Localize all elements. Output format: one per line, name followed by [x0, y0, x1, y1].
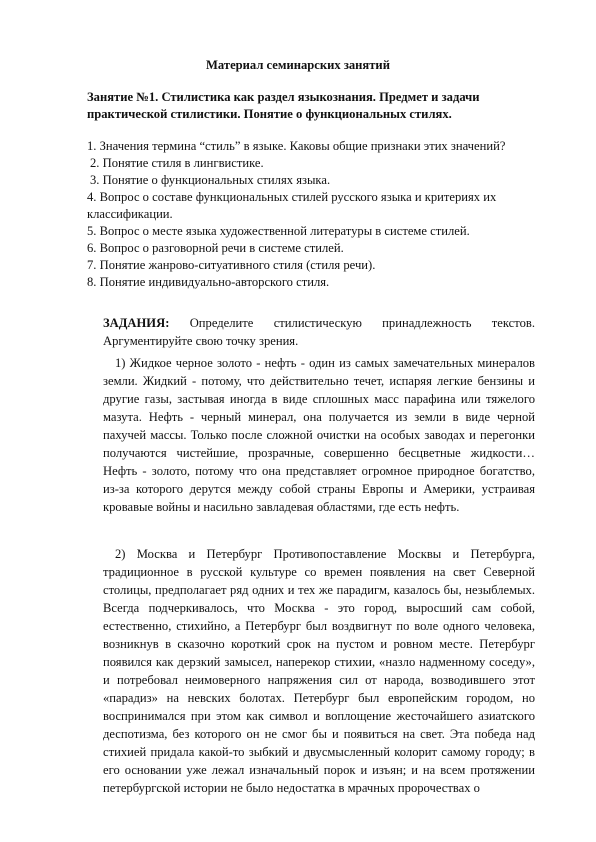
- question-list: [87, 138, 557, 291]
- question-item: 6. Вопрос о разговорной речи в системе стилей.: [87, 241, 344, 255]
- question-item: 3. Понятие о функциональных стилях языка.: [90, 173, 331, 187]
- document-title: Материал семинарских занятий: [206, 58, 390, 72]
- lesson-heading: Занятие №1. Стилистика как раздел языкознания. Предмет и задачи практической стилистики. Понятие о функциональных стилях.: [87, 90, 480, 121]
- question-item: 7. Понятие жанрово-ситуативного стиля (стиля речи).: [87, 258, 376, 272]
- text-sample-1: 1) Жидкое черное золото - нефть - один из самых замечательных минералов земли. Жидкий - потому, что действительно течет, испаряя легкие бензины и другие газы, застывая иногда в виде сплошных масс парафина или тяжелого мазута. Нефть - черный минерал, она получается из земли в виде черной пахучей массы. Только после сложной очистки на особых заводах и перегонки получаются чистейшие, прозрачные, совершенно бесцветные жидкости… Нефть - золото, потому что она представляет огромное природное богатство, из-за которого дерутся между собой страны Европы и Америки, устраивая кровавые войны и насильно завладевая областями, где есть нефть.: [103, 356, 535, 514]
- text-sample-2: 2) Москва и Петербург Противопоставление Москвы и Петербурга, традиционное в русской культуре со времен появления на свет Северной столицы, предполагает ряд одних и тех же парадигм, казалось бы, незыблемых. Всегда подчеркивалось, что Москва - это город, выросший сам собой, естественно, стихийно, а Петербург был воздвигнут по воле одного человека, возникнув в сказочно короткий срок на пустом и ровном месте. Петербург появился как дерзкий замысел, наперекор стихии, «назло надменному соседу», и потребовал неимоверного напряжения сил от народа, возводившего этот «парадиз» на невских болотах. Петербург был европейским городом, но воспринимался при этом как символ и воплощение жесточайшего азиатского деспотизма, без которого он не смог бы и появиться на свет. Эта победа над стихией придала какой-то зыбкий и двусмысленный колорит самому городу; в его основании уже лежал изначальный порок и изъян; и на всем протяжении петербургской истории не было недостатка в мрачных пророчествах о: [103, 547, 535, 795]
- question-item: 8. Понятие индивидуально-авторского стиля.: [87, 275, 330, 289]
- question-item: 5. Вопрос о месте языка художественной литературы в системе стилей.: [87, 224, 470, 238]
- task-heading: [103, 314, 535, 350]
- task-instruction: Определите стилистическую принадлежность текстов. Аргументируйте свою точку зрения.: [103, 316, 535, 348]
- task-label: ЗАДАНИЯ:: [103, 316, 170, 330]
- question-item: 4. Вопрос о составе функциональных стилей русского языка и критериях их классификации.: [87, 190, 497, 221]
- question-item: 1. Значения термина “стиль” в языке. Каковы общие признаки этих значений?: [87, 139, 506, 153]
- question-item: 2. Понятие стиля в лингвистике.: [90, 156, 264, 170]
